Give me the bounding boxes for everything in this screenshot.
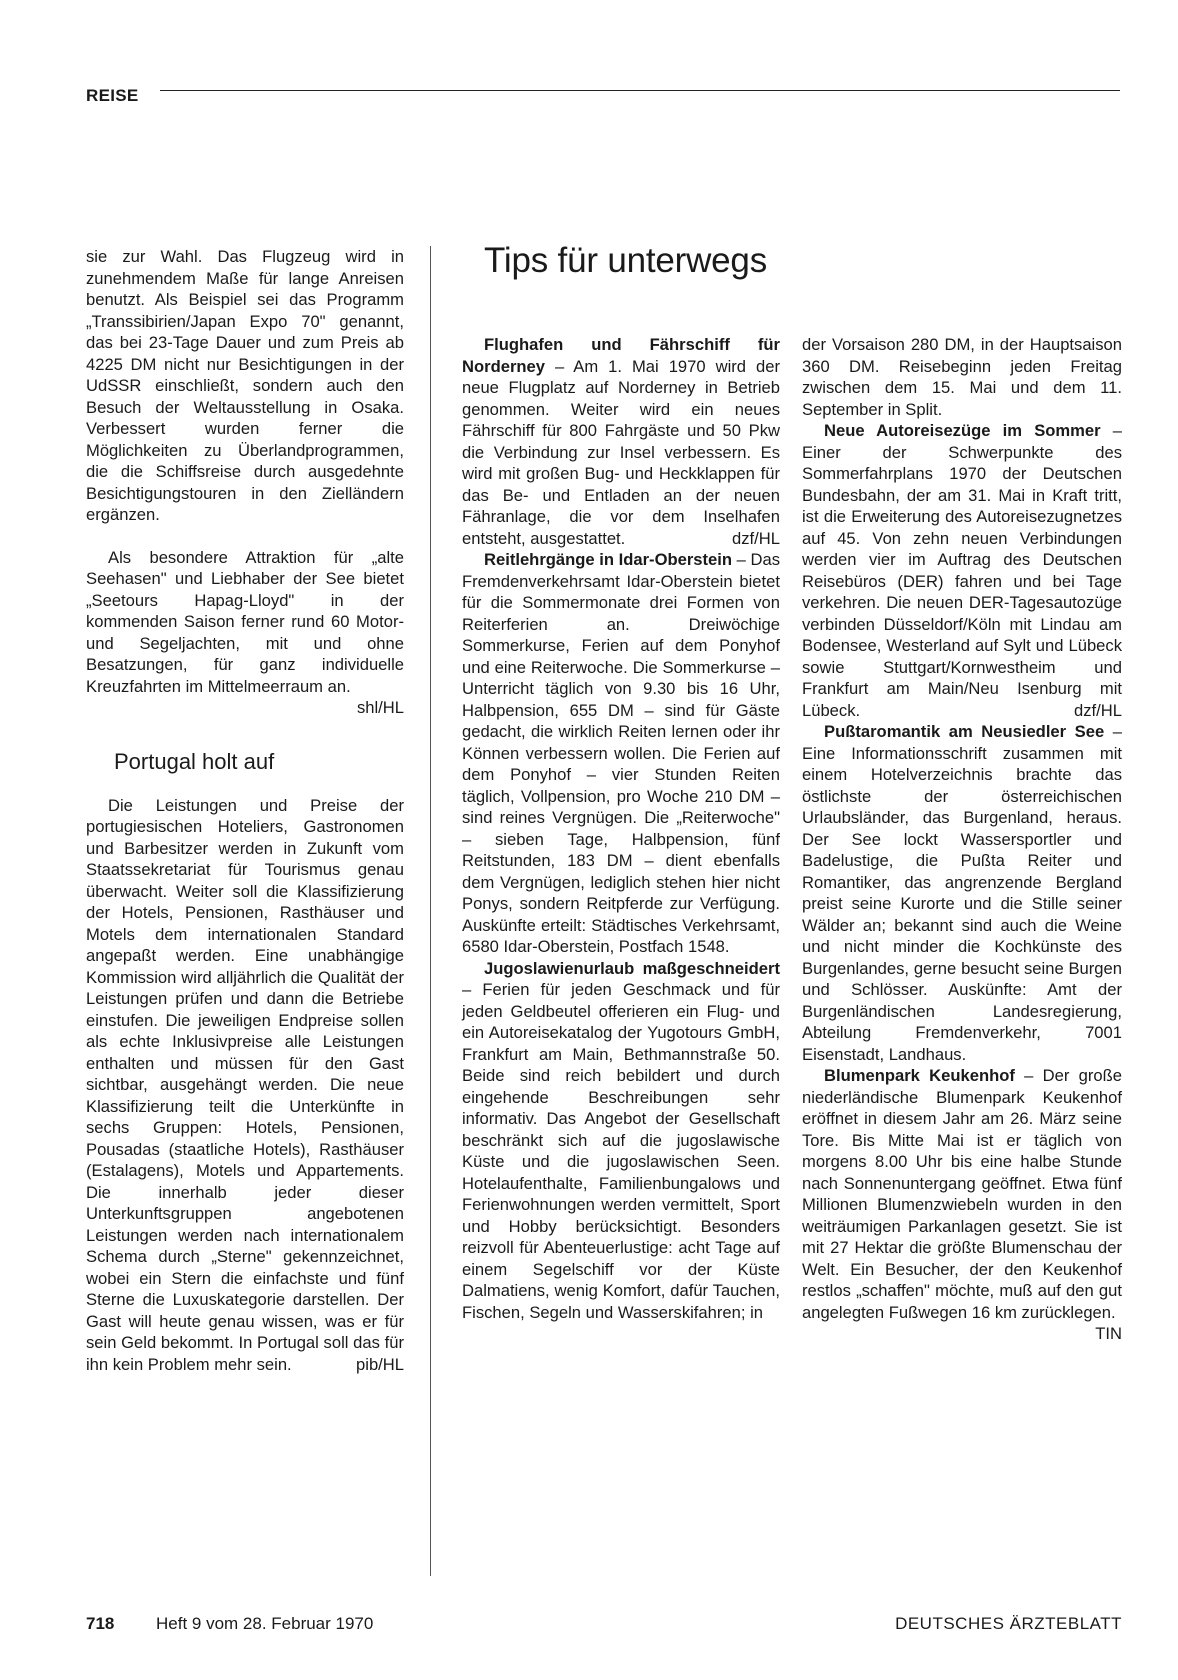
left-column [86,246,404,1375]
news-item-keukenhof: Blumenpark Keukenhof – Der große niederländische Blumenpark Keukenhof eröffnet in diesem Jahr am 26. März seine Tore. Bis Mitte Mai ist er täglich von morgens 8.00 Uhr bis eine halbe Stunde nach Sonnenuntergang geöffnet. Etwa fünf Millionen Blumenzwiebeln wurden in den weiträumigen Parkanlagen gesetzt. Sie ist mit 27 Hektar die größte Blumenschau der Welt. Ein Besucher, der den Keukenhof restlos „schaffen" möchte, muß auf den gut angelegten Fußwegen 16 km zurücklegen. TIN [802,1066,1122,1343]
continuation-paragraph: sie zur Wahl. Das Flugzeug wird in zunehmendem Maße für lange Anreisen benutzt. Als Beispiel sei das Programm „Transsibirien/Japan Expo 70" genannt, das bei 23-Tage Dauer und zum Preis ab 4225 DM nicht nur Besichtigungen in der UdSSR einschließt, sondern auch den Besuch der Weltausstellung in Osaka. Verbessert wurden ferner die Möglichkeiten zu Überlandprogrammen, die die Schiffsreise durch ausgedehnte Besichtigungstouren in den Zielländern ergänzen. [86,247,404,524]
publication-name: DEUTSCHES ÄRZTEBLATT [895,1614,1122,1633]
middle-column [462,334,780,1323]
item-heading: Neue Autoreisezüge im Sommer [824,421,1101,440]
section-label: REISE [86,86,139,105]
header-rule [160,90,1120,91]
seetours-paragraph: Als besondere Attraktion für „alte Seehasen" und Liebhaber der See bietet „Seetours Hapag-Lloyd" in der kommenden Saison ferner rund 60 Motor- und Segeljachten, mit und ohne Besatzungen, für ganz individuelle Kreuzfahrten im Mittelmeerraum an. shl/HL [86,547,404,717]
article-title: Tips für unterwegs [484,241,767,280]
author-signature: pib/HL [356,1354,404,1374]
right-column [802,334,1122,1345]
author-signature: dzf/HL [732,528,780,548]
author-signature: dzf/HL [1074,700,1122,720]
item-heading: Jugoslawienurlaub maßgeschneidert [484,958,780,978]
issue-info: Heft 9 vom 28. Februar 1970 [156,1614,374,1633]
news-item-idar-oberstein: Reitlehrgänge in Idar-Oberstein – Das Fremdenverkehrsamt Idar-Oberstein bietet für die Sommermonate drei Formen von Reiterferien an. Dreiwöchige Sommerkurse, Ferien auf dem Ponyhof und eine Reiterwoche. Die Sommerkurse – Unterricht täglich von 9.30 bis 16 Uhr, Halbpension, 655 DM – sind für Gäste gedacht, die wirklich Reiten lernen oder ihr Können verbessern wollen. Die Ferien auf dem Ponyhof – vier Stunden Reiten täglich, Vollpension, pro Woche 210 DM – sind reines Vergnügen. Die „Reiterwoche" – sieben Tage, Halbpension, fünf Reitstunden, 183 DM – dient ebenfalls dem Vergnügen, lediglich stehen hier nicht Ponys, sondern Reitpferde zur Verfügung. Auskünfte erteilt: Städtisches Verkehrsamt, 6580 Idar-Oberstein, Postfach 1548. [462,550,780,956]
item-heading: Reitlehrgänge in Idar-Oberstein [484,550,733,569]
item-heading: Blumenpark Keukenhof [824,1066,1015,1085]
news-item-jugoslawien: Jugoslawienurlaub maßgeschneidert – Ferien für jeden Geschmack und für jeden Geldbeutel offerieren ein Flug- und ein Autoreisekatalog der Yugotours GmbH, Frankfurt am Main, Bethmannstraße 50. Beide sind reich bebildert und durch eingehende Beschreibungen sehr informativ. Das Angebot der Gesellschaft beschränkt sich auf die jugoslawische Küste und die jugoslawischen Seen. Hotelaufenthalte, Familienbungalows und Ferienwohnungen werden vermittelt, Sport und Hobby berücksichtigt. Besonders reizvoll für Abenteuerlustige: acht Tage auf einem Segelschiff vor der Küste Dalmatiens, wenig Komfort, dafür Tauchen, Fischen, Segeln und Wasserskifahren; in [462,958,780,1322]
news-item-autoreisezuege: Neue Autoreisezüge im Sommer – Einer der Schwerpunkte des Sommerfahrplans 1970 der Deutschen Bundesbahn, der am 31. Mai in Kraft tritt, ist die Erweiterung des Autoreisezugnetzes auf 45. Von zehn neuen Verbindungen werden vier im Auftrag des Deutschen Reisebüros (DER) fahren und bei Tage verkehren. Die neuen DER-Tagesautozüge verbinden Düsseldorf/Köln mit Lindau am Bodensee, Westerland auf Sylt und Lübeck sowie Stuttgart/Kornwestheim und Frankfurt am Main/Neu Isenburg mit Lübeck. dzf/HL [802,421,1122,720]
continuation-paragraph: der Vorsaison 280 DM, in der Hauptsaison 360 DM. Reisebeginn jeden Freitag zwischen dem 15. Mai und dem 11. September in Split. [802,335,1122,419]
portugal-heading: Portugal holt auf [114,749,275,774]
item-heading: Flughafen und Fährschiff für Norderney [462,335,780,376]
author-signature: shl/HL [356,698,404,717]
page-header [86,86,1120,116]
page-number: 718 [86,1614,115,1633]
author-signature: TIN [1095,1324,1122,1343]
portugal-paragraph: Die Leistungen und Preise der portugiesischen Hoteliers, Gastronomen und Barbesitzer werden in Zukunft vom Staatssekretariat für Tourismus genau überwacht. Weiter soll die Klassifizierung der Hotels, Pensionen, Rasthäuser und Motels dem internationalen Standard angepaßt werden. Eine unabhängige Kommission wird alljährlich die Qualität der Leistungen prüfen und dann die Betriebe einstufen. Die jeweiligen Endpreise sollen als echte Inklusivpreise alle Leistungen enthalten und müssen für den Gast sichtbar, ausgehängt werden. Die neue Klassifizierung teilt die Unterkünfte in sechs Gruppen: Hotels, Pensionen, Pousadas (staatliche Hotels), Rasthäuser (Estalagens), Motels und Appartements. Die innerhalb jeder dieser Unterkunftsgruppen angebotenen Leistungen werden nach internationalem Schema durch „Sterne" gekennzeichnet, wobei ein Stern die einfachste und fünf Sterne die Luxuskategorie darstellen. Der Gast will heute genau wissen, was er für sein Geld bekommt. In Portugal soll das für ihn kein Problem mehr sein. pib/HL [86,795,404,1374]
item-heading: Pußtaromantik am Neusiedler See [824,722,1105,741]
column-divider [430,246,431,1576]
page-footer [86,1614,1122,1640]
news-item-neusiedler-see: Pußtaromantik am Neusiedler See – Eine Informationsschrift zusammen mit einem Hotelverzeichnis brachte das östlichste der österreichischen Urlaubsländer, das Burgenland, heraus. Der See lockt Wassersportler und Badelustige, die Pußta Reiter und Romantiker, das angrenzende Bergland preist seine Kurorte und die Stille seiner Wälder an; bekannt sind auch die Weine und nicht minder die Kochkünste des Burgenlandes, gerne besucht seine Burgen und Schlösser. Auskünfte: Amt der Burgenländischen Landesregierung, Abteilung Fremdenverkehr, 7001 Eisenstadt, Landhaus. [802,722,1122,1064]
news-item-norderney: Flughafen und Fährschiff für Norderney – Am 1. Mai 1970 wird der neue Flugplatz auf Norderney in Betrieb genommen. Weiter wird ein neues Fährschiff für 800 Fahrgäste und 50 Pkw die Verbindung zur Insel verbessern. Es wird mit großen Bug- und Heckklappen für das Be- und Entladen an der neuen Fähranlage, die vor dem Inselhafen entsteht, ausgestattet. dzf/HL [462,335,780,548]
